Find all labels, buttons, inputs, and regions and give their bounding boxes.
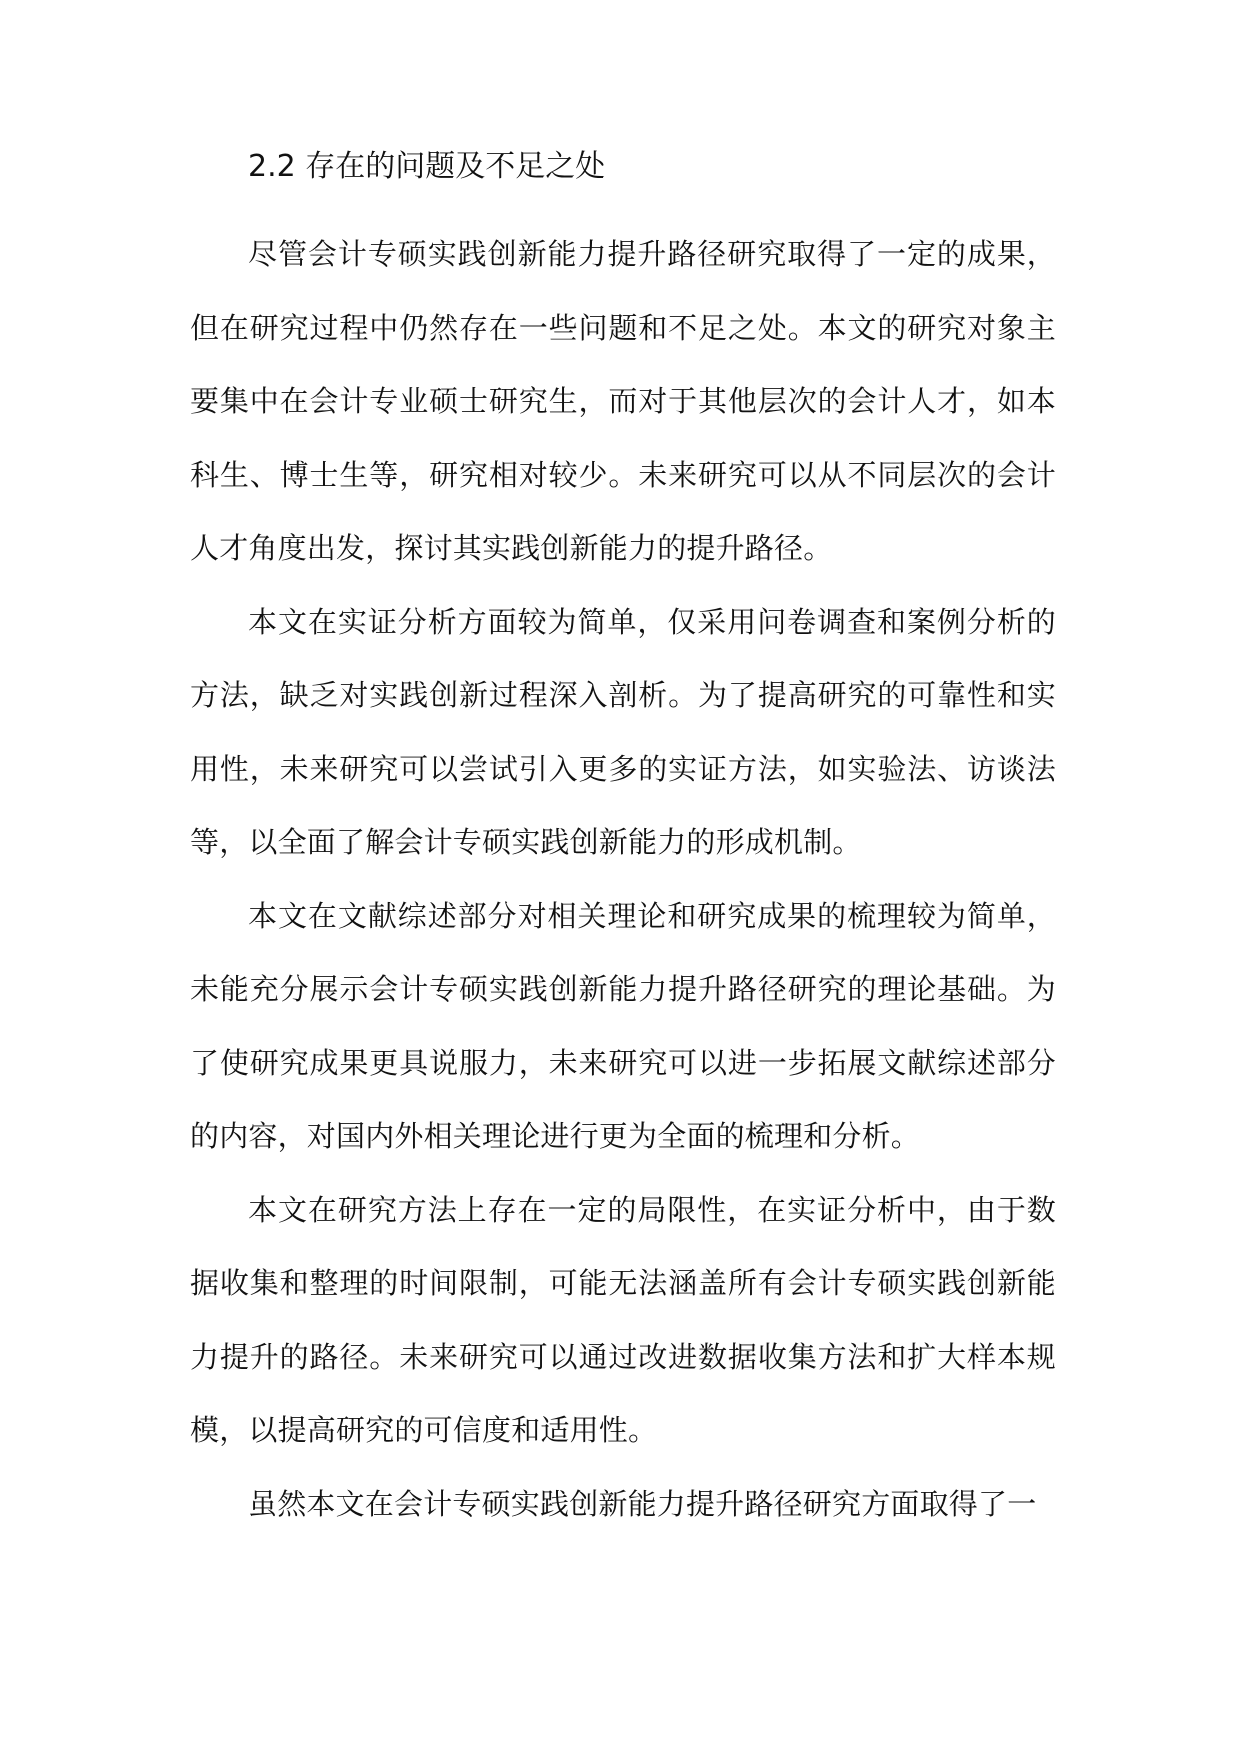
paragraph: 本文在研究方法上存在一定的局限性，在实证分析中，由于数据收集和整理的时间限制，可能无法涵盖所有会计专硕实践创新能力提升的路径。未来研究可以通过改进数据收集方法和扩大样本规模，以提高研究的可信度和适用性。 bbox=[190, 1192, 1056, 1447]
page-content bbox=[190, 140, 1056, 1541]
paragraph: 虽然本文在会计专硕实践创新能力提升路径研究方面取得了一 bbox=[248, 1486, 1037, 1521]
paragraph: 本文在实证分析方面较为简单，仅采用问卷调查和案例分析的方法，缺乏对实践创新过程深入剖析。为了提高研究的可靠性和实用性，未来研究可以尝试引入更多的实证方法，如实验法、访谈法等，以全面了解会计专硕实践创新能力的形成机制。 bbox=[190, 604, 1056, 859]
paragraph: 尽管会计专硕实践创新能力提升路径研究取得了一定的成果，但在研究过程中仍然存在一些问题和不足之处。本文的研究对象主要集中在会计专业硕士研究生，而对于其他层次的会计人才，如本科生、博士生等，研究相对较少。未来研究可以从不同层次的会计人才角度出发，探讨其实践创新能力的提升路径。 bbox=[190, 237, 1056, 565]
section-heading: 2.2 存在的问题及不足之处 bbox=[248, 149, 606, 184]
paragraph: 本文在文献综述部分对相关理论和研究成果的梳理较为简单，未能充分展示会计专硕实践创新能力提升路径研究的理论基础。为了使研究成果更具说服力，未来研究可以进一步拓展文献综述部分的内容，对国内外相关理论进行更为全面的梳理和分析。 bbox=[190, 898, 1056, 1153]
